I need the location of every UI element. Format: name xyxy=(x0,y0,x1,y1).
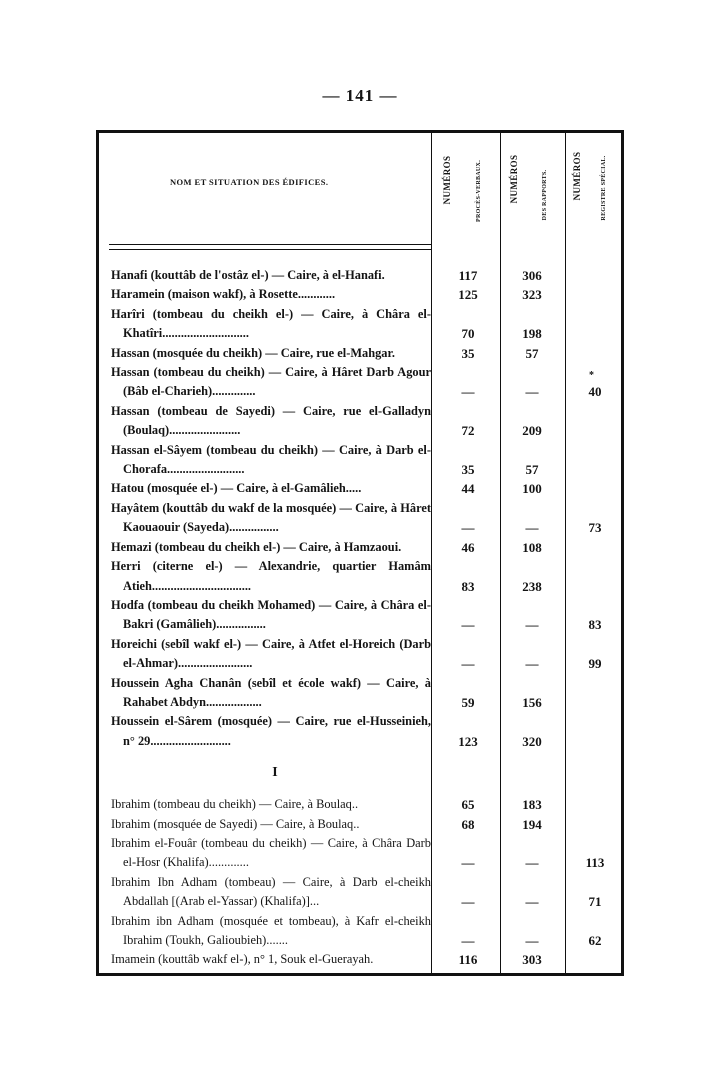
rapport-number: — xyxy=(525,384,539,400)
pv-number: 125 xyxy=(458,287,478,303)
edifice-name: Houssein el-Sârem (mosquée) — Caire, rue el-Husseinieh, n° 29.......................... xyxy=(111,714,431,748)
pv-number: 116 xyxy=(458,952,478,968)
rapport-number: — xyxy=(525,656,539,672)
table-row xyxy=(111,674,542,713)
table-row xyxy=(111,815,542,834)
header-registre-subtitle: REGISTRE SPÉCIAL. xyxy=(601,155,607,221)
edifice-name: Ibrahim el-Fouâr (tombeau du cheikh) — Caire, à Châra Darb el-Hosr (Khalifa)............. xyxy=(111,835,431,870)
pv-number: — xyxy=(461,384,475,400)
header-name-column: NOM ET SITUATION DES ÉDIFICES. xyxy=(170,177,329,187)
pv-number: 44 xyxy=(461,481,475,497)
table-row xyxy=(111,479,542,498)
pv-number: 117 xyxy=(458,268,478,283)
pv-number: 35 xyxy=(461,462,475,478)
table-row xyxy=(111,266,542,285)
table-row xyxy=(111,795,542,814)
pv-number: 72 xyxy=(461,423,475,439)
pv-number: — xyxy=(461,855,475,871)
rapport-number: 303 xyxy=(522,952,542,968)
registre-number: 40 xyxy=(588,384,602,400)
edifice-name: Imamein (kouttâb wakf el-), n° 1, Souk el-Guerayah. xyxy=(111,952,374,967)
table-row xyxy=(111,834,605,873)
pv-number: — xyxy=(461,933,475,948)
edifice-name: Herri (citerne el-) — Alexandrie, quartier Hamâm Atieh................................ xyxy=(111,559,431,593)
edifice-name: Hassan (tombeau de Sayedi) — Caire, rue el-Galladyn (Boulaq)....................... xyxy=(111,403,431,438)
table-row xyxy=(111,950,542,969)
table-row xyxy=(111,538,542,557)
rapport-number: 198 xyxy=(522,326,542,342)
rapport-number: 209 xyxy=(522,423,542,439)
edifice-name: Hemazi (tombeau du cheikh el-) — Caire, à Hamzaoui. xyxy=(111,539,402,554)
registre-number: 71 xyxy=(588,894,602,910)
rapport-number: — xyxy=(525,520,539,536)
pv-number: — xyxy=(461,617,475,633)
registre-number: 62 xyxy=(588,933,602,948)
header-rule xyxy=(109,249,431,250)
rapport-number: 194 xyxy=(522,816,542,832)
pv-number: — xyxy=(461,656,475,672)
edifice-name: Hassan el-Sâyem (tombeau du cheikh) — Caire, à Darb el-Chorafa......................... xyxy=(111,442,431,477)
edifice-name: Hanafi (kouttâb de l'ostâz el-) — Caire, à el-Hanafi. xyxy=(111,268,385,282)
edifice-name: Houssein Agha Chanân (sebîl et école wakf) — Caire, à Rahabet Abdyn.................. xyxy=(111,675,431,709)
edifice-name: Hayâtem (kouttâb du wakf de la mosquée) — Caire, à Hâret Kaouaouir (Sayeda)................ xyxy=(111,500,431,535)
letter-section-heading: I xyxy=(272,765,278,781)
edifice-name: Ibrahim Ibn Adham (tombeau) — Caire, à Darb el-cheikh Abdallah [(Arab el-Yassar) (Khalifa)]... xyxy=(111,874,431,909)
rapport-number: 183 xyxy=(522,797,542,813)
table-row xyxy=(111,596,602,635)
edifice-name: Hatou (mosquée el-) — Caire, à el-Gamâlieh..... xyxy=(111,481,362,496)
edifice-name: Hassan (mosquée du cheikh) — Caire, rue el-Mahgar. xyxy=(111,345,395,360)
header-rule xyxy=(109,244,431,245)
rapport-number: 156 xyxy=(522,694,542,710)
rapport-number: — xyxy=(525,855,539,871)
pv-number: 65 xyxy=(461,797,475,813)
table-row xyxy=(111,441,539,480)
edifice-name: Horeichi (sebîl wakf el-) — Caire, à Atfet el-Horeich (Darb el-Ahmar)........................ xyxy=(111,636,431,671)
table-row xyxy=(111,635,602,674)
rapport-number: 323 xyxy=(522,287,542,303)
entries-list xyxy=(111,266,605,970)
column-divider xyxy=(431,130,432,976)
header-rapports-title: NUMÉROS xyxy=(509,154,519,204)
header-rapports-subtitle: DES RAPPORTS. xyxy=(542,169,548,221)
pv-number: 123 xyxy=(458,733,478,749)
special-mark: * xyxy=(589,370,594,381)
table-row xyxy=(111,499,602,538)
pv-number: 35 xyxy=(461,345,475,361)
page-number: — 141 — xyxy=(322,86,398,105)
table-row xyxy=(111,912,602,951)
edifice-name: Harîri (tombeau du cheikh el-) — Caire, à Châra el-Khatîri............................ xyxy=(111,306,431,341)
pv-number: 83 xyxy=(461,578,475,594)
header-pv-subtitle: PROCÈS-VERBAUX. xyxy=(476,160,482,223)
rapport-number: — xyxy=(525,894,539,910)
table-row xyxy=(111,344,539,363)
edifice-name: Ibrahim (tombeau du cheikh) — Caire, à Boulaq.. xyxy=(111,797,359,812)
table-row xyxy=(111,712,542,751)
table-row xyxy=(111,305,542,344)
table-row xyxy=(111,285,542,304)
rapport-number: 320 xyxy=(522,733,542,749)
edifice-name: Hassan (tombeau du cheikh) — Caire, à Hâret Darb Agour (Bâb el-Charieh).............. xyxy=(111,365,431,399)
registre-number: 113 xyxy=(585,855,605,871)
edifice-name: Haramein (maison wakf), à Rosette............ xyxy=(111,287,336,302)
registre-number: 73 xyxy=(588,520,602,536)
rapport-number: 306 xyxy=(522,268,542,283)
pv-number: 59 xyxy=(461,694,475,710)
table-row xyxy=(111,402,542,441)
rapport-number: 100 xyxy=(522,481,542,497)
registre-number: 83 xyxy=(588,617,602,633)
pv-number: — xyxy=(461,894,475,910)
rapport-number: 108 xyxy=(522,539,542,555)
pv-number: — xyxy=(461,520,475,536)
table-row xyxy=(111,557,542,596)
rapport-number: 57 xyxy=(525,345,539,361)
pv-number: 46 xyxy=(461,539,475,555)
rapport-number: — xyxy=(525,933,539,948)
rapport-number: 238 xyxy=(522,578,542,594)
pv-number: 70 xyxy=(461,326,475,342)
table-row xyxy=(111,873,602,912)
header-registre-title: NUMÉROS xyxy=(572,151,582,201)
rapport-number: 57 xyxy=(525,462,539,478)
header-pv-title: NUMÉROS xyxy=(442,155,452,205)
pv-number: 68 xyxy=(461,816,475,832)
edifice-name: Ibrahim ibn Adham (mosquée et tombeau), à Kafr el-cheikh Ibrahim (Toukh, Galioubieh)....... xyxy=(111,913,431,947)
edifice-name: Hodfa (tombeau du cheikh Mohamed) — Caire, à Châra el-Bakri (Gamâlieh)................ xyxy=(111,597,431,632)
table-row xyxy=(111,363,602,402)
rapport-number: — xyxy=(525,617,539,633)
edifice-name: Ibrahim (mosquée de Sayedi) — Caire, à Boulaq.. xyxy=(111,816,360,831)
registre-number: 99 xyxy=(588,656,602,672)
